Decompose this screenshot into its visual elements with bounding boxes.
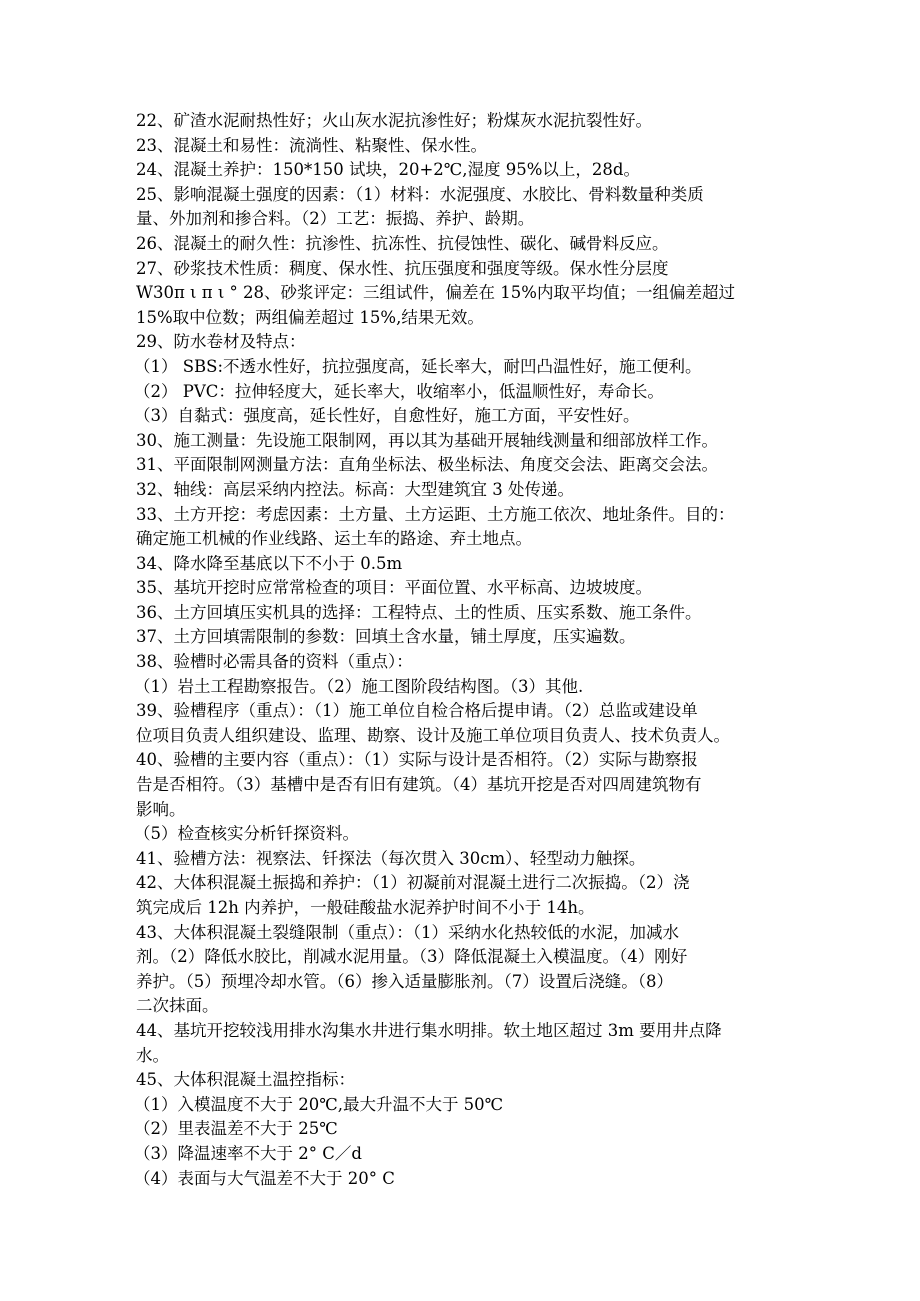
text-line: 25、影响混凝土强度的因素：（1）材料：水泥强度、水胶比、骨料数量种类质	[136, 184, 704, 204]
text-line: 31、平面限制网测量方法：直角坐标法、极坐标法、角度交会法、距离交会法。	[136, 455, 718, 475]
text-line: 量、外加剂和掺合料。（2）工艺：振捣、养护、龄期。	[136, 209, 535, 229]
text-line: （1）岩土工程勘察报告。（2）施工图阶段结构图。（3）其他.	[134, 676, 584, 696]
text-line: （3）降温速率不大于 2° C／d	[134, 1143, 362, 1163]
text-line: 43、大体积混凝土裂缝限制（重点）：（1）采纳水化热较低的水泥，加减水	[136, 922, 679, 942]
text-line: 筑完成后 12h 内养护，一般硅酸盐水泥养护时间不小于 14h。	[136, 898, 595, 917]
text-line: 35、基坑开挖时应常常检查的项目：平面位置、水平标高、边坡坡度。	[136, 578, 652, 598]
text-line: 水。	[136, 1045, 169, 1065]
text-line: 29、防水卷材及特点：	[136, 332, 306, 352]
text-line: 位项目负责人组织建设、监理、勘察、设计及施工单位项目负责人、技术负责人。	[136, 725, 730, 745]
text-line: 32、轴线：高层采纳内控法。标高：大型建筑宜 3 处传递。	[136, 479, 574, 499]
text-line: 22、矿渣水泥耐热性好；火山灰水泥抗渗性好；粉煤灰水泥抗裂性好。	[136, 111, 652, 130]
text-line: W30π ι π ι ° 28、砂浆评定：三组试件，偏差在 15%内取平均值；一组偏差超过	[136, 283, 735, 303]
text-line: （2）里表温差不大于 25℃	[134, 1119, 338, 1139]
text-line: （4）表面与大气温差不大于 20° C	[134, 1168, 395, 1188]
text-line: 23、混凝土和易性：流淌性、粘聚性、保水性。	[136, 135, 487, 155]
text-line: 41、验槽方法：视察法、钎探法（每次贯入 30cm）、轻型动力触探。	[136, 848, 646, 868]
text-line: 36、土方回填压实机具的选择：工程特点、土的性质、压实系数、施工条件。	[136, 602, 702, 622]
text-line: （2） PVC：拉伸轻度大，延长率大，收缩率小，低温顺性好，寿命长。	[134, 381, 664, 401]
text-line: 42、大体积混凝土振捣和养护：（1）初凝前对混凝土进行二次振捣。（2）浇	[136, 873, 690, 893]
text-line: （3）自黏式：强度高，延长性好，自愈性好，施工方面，平安性好。	[134, 406, 640, 426]
text-line: 37、土方回填需限制的参数：回填土含水量，铺土厚度，压实遍数。	[136, 627, 636, 647]
text-line: （5）检查核实分析钎探资料。	[134, 824, 359, 844]
text-line: 养护。（5）预埋冷却水管。（6）掺入适量膨胀剂。（7）设置后浇缝。（8）	[136, 971, 673, 991]
text-line: 30、施工测量：先设施工限制网，再以其为基础开展轴线测量和细部放样工作。	[136, 430, 718, 450]
text-line: 确定施工机械的作业线路、运土车的路途、弃土地点。	[136, 529, 532, 549]
document-page	[136, 109, 796, 1191]
text-line: 33、土方开挖：考虑因素：土方量、土方运距、土方施工依次、地址条件。目的：	[136, 504, 735, 524]
text-line: 26、混凝土的耐久性：抗渗性、抗冻性、抗侵蚀性、碳化、碱骨料反应。	[136, 233, 669, 253]
text-line: 45、大体积混凝土温控指标：	[136, 1070, 355, 1090]
text-line: 15%取中位数；两组偏差超过 15%,结果无效。	[136, 307, 484, 327]
text-line: （1） SBS:不透水性好，抗拉强度高，延长率大，耐凹凸温性好，施工便利。	[134, 356, 702, 376]
text-line: 39、验槽程序（重点）：（1）施工单位自检合格后提申请。（2）总监或建设单	[136, 701, 698, 721]
text-line: 34、降水降至基底以下不小于 0.5m	[136, 553, 403, 573]
text-line: 44、基坑开挖较浅用排水沟集水井进行集水明排。软土地区超过 3m 要用井点降	[136, 1020, 722, 1040]
text-line: 二次抹面。	[136, 996, 219, 1016]
text-line: 剂。（2）降低水胶比，削减水泥用量。（3）降低混凝土入模温度。（4）刚好	[136, 947, 688, 967]
text-line: （1）入模温度不大于 20℃,最大升温不大于 50℃	[134, 1094, 504, 1114]
text-line: 40、验槽的主要内容（重点）：（1）实际与设计是否相符。（2）实际与勘察报	[136, 750, 698, 770]
text-line: 38、验槽时必需具备的资料（重点）：	[136, 652, 413, 672]
text-line: 24、混凝土养护：150*150 试块，20+2℃,湿度 95%以上，28d。	[136, 160, 640, 180]
text-line: 告是否相符。（3）基槽中是否有旧有建筑。（4）基坑开挖是否对四周建筑物有	[136, 775, 702, 795]
text-line: 影响。	[136, 799, 186, 819]
text-line: 27、砂浆技术性质：稠度、保水性、抗压强度和强度等级。保水性分层度	[136, 258, 669, 278]
